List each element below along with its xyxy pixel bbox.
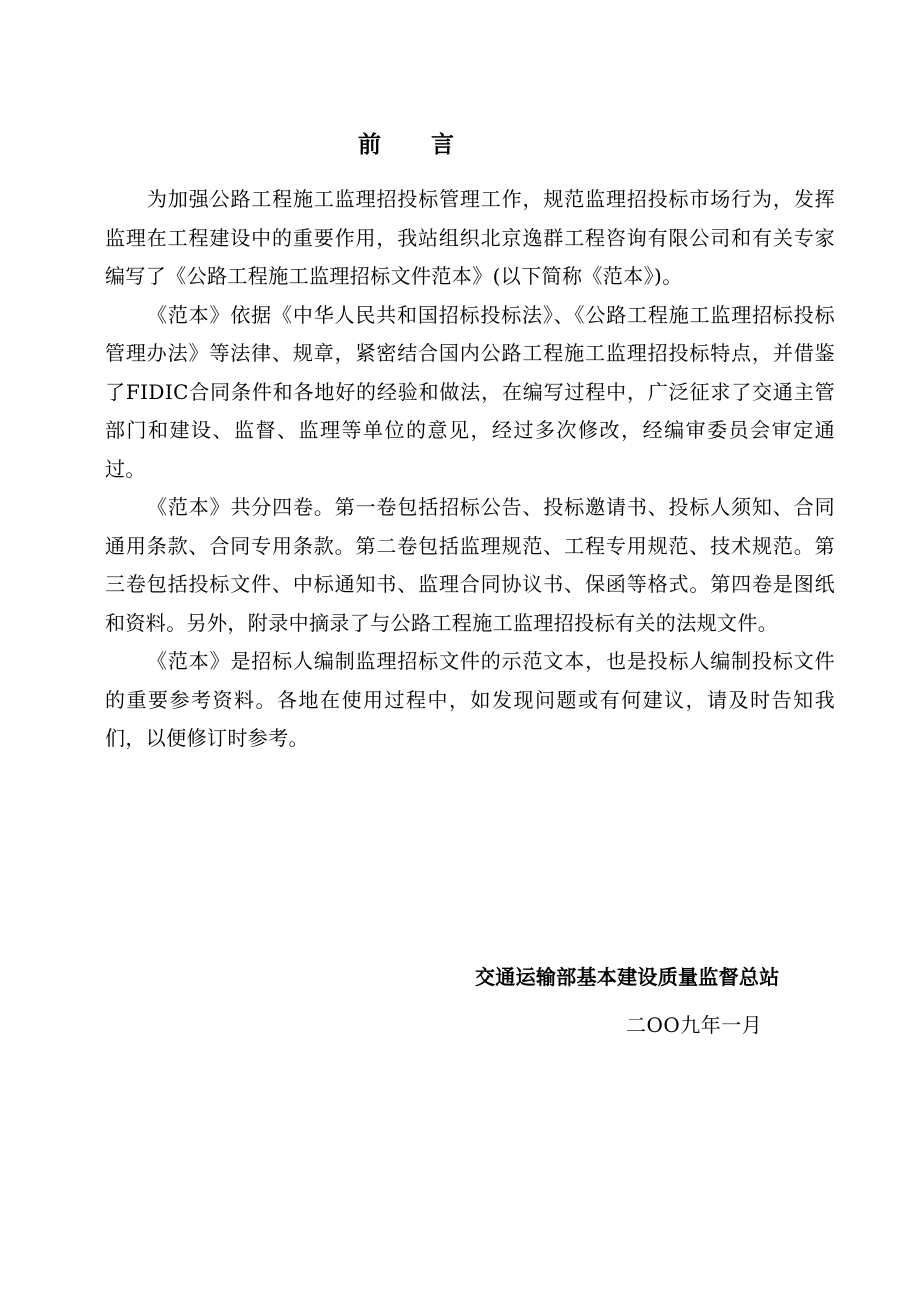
paragraph-3: 《范本》共分四卷。第一卷包括招标公告、投标邀请书、投标人须知、合同通用条款、合同专用条款。第二卷包括监理规范、工程专用规范、技术规范。第三卷包括投标文件、中标通知书、监理合同协议书、保函等格式。第四卷是图纸和资料。另外，附录中摘录了与公路工程施工监理招投标有关的法规文件。	[105, 495, 835, 635]
paragraph-4: 《范本》是招标人编制监理招标文件的示范文本，也是投标人编制投标文件的重要参考资料。各地在使用过程中，如发现问题或有何建议，请及时告知我们，以便修订时参考。	[105, 649, 835, 750]
paragraph-2: 《范本》依据《中华人民共和国招标投标法》、《公路工程施工监理招标投标管理办法》等法律、规章，紧密结合国内公路工程施工监理招投标特点，并借鉴了FIDIC合同条件和各地好的经验和做法，在编写过程中，广泛征求了交通主管部门和建设、监督、监理等单位的意见，经过多次修改，经编审委员会审定通过。	[105, 302, 835, 481]
document-title: 前言	[358, 131, 504, 158]
document-body	[105, 180, 835, 758]
signature-organization: 交通运输部基本建设质量监督总站	[475, 965, 780, 989]
signature-date: 二OO九年一月	[626, 1013, 763, 1037]
paragraph-1: 为加强公路工程施工监理招投标管理工作，规范监理招投标市场行为，发挥监理在工程建设中的重要作用，我站组织北京逸群工程咨询有限公司和有关专家编写了《公路工程施工监理招标文件范本》(以下简称《范本》)。	[105, 187, 835, 288]
